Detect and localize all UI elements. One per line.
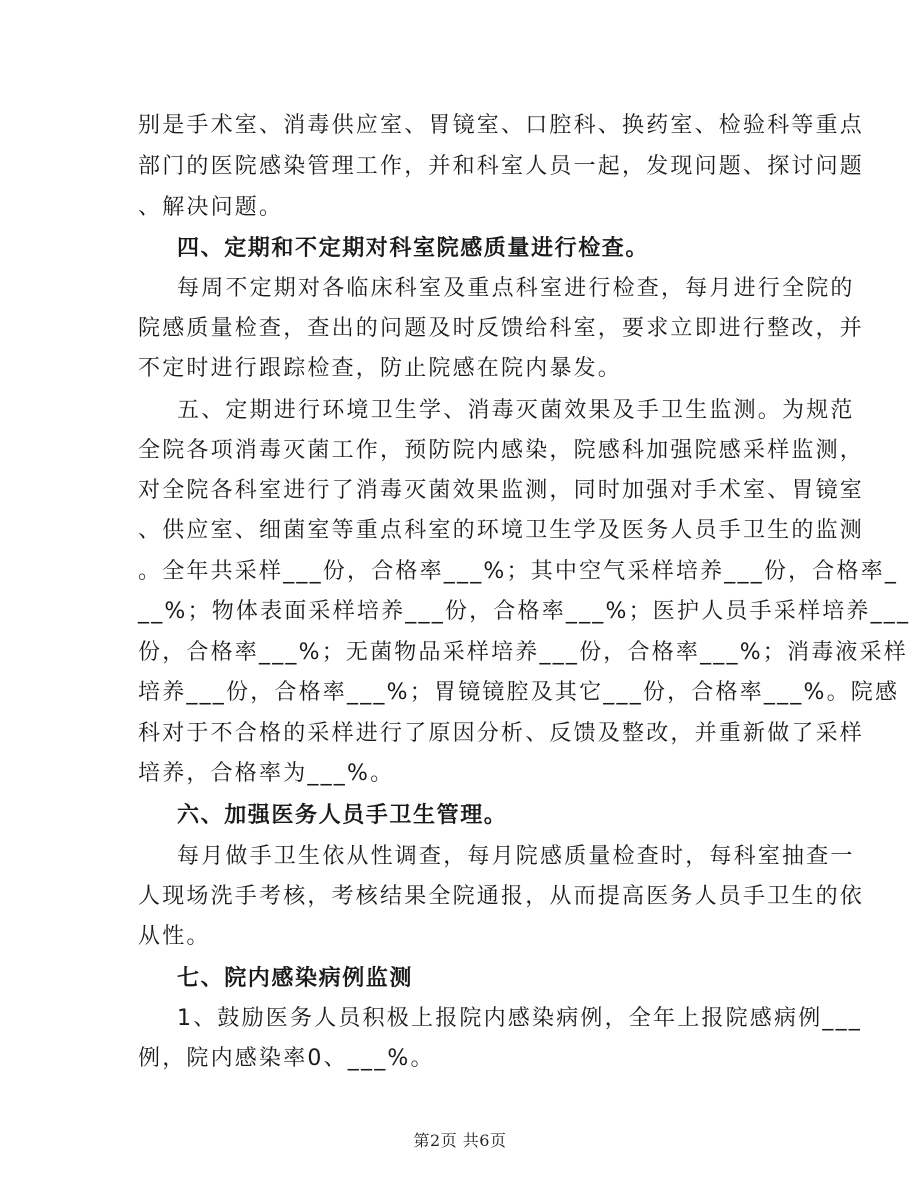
body-line: __%；物体表面采样培养___份，合格率___%；医护人员手采样培养___ [138, 599, 911, 624]
body-line: 例，院内感染率0、___%。 [138, 1046, 435, 1071]
body-line: 、供应室、细菌室等重点科室的环境卫生学及医务人员手卫生的监测 [138, 518, 865, 543]
body-line: 部门的医院感染管理工作，并和科室人员一起，发现问题、探讨问题 [138, 154, 865, 179]
body-line: 院感质量检查，查出的问题及时反馈给科室，要求立即进行整改，并 [138, 316, 865, 341]
page-number-footer: 第2页 共6页 [413, 1131, 507, 1150]
body-line: 每周不定期对各临床科室及重点科室进行检查，每月进行全院的 [177, 276, 855, 301]
section-heading-4: 四、定期和不定期对科室院感质量进行检查。 [177, 236, 650, 261]
body-line: 。全年共采样___份，合格率___%；其中空气采样培养___份，合格率_ [138, 559, 899, 584]
body-line: 每月做手卫生依从性调查，每月院感质量检查时，每科室抽查一 [177, 844, 855, 869]
body-line: 科对于不合格的采样进行了原因分析、反馈及整改，并重新做了采样 [138, 721, 865, 746]
body-line: 对全院各科室进行了消毒灭菌效果监测，同时加强对手术室、胃镜室 [138, 478, 865, 503]
section-paragraph-5: 五、定期进行环境卫生学、消毒灭菌效果及手卫生监测。为规范 [177, 398, 855, 423]
body-line: 份，合格率___%；无菌物品采样培养___份，合格率___%；消毒液采样 [138, 640, 909, 665]
body-line: 培养，合格率为___%。 [138, 761, 395, 786]
body-line: 1、鼓励医务人员积极上报院内感染病例，全年上报院感病例___ [177, 1006, 862, 1031]
body-line: 不定时进行跟踪检查，防止院感在院内暴发。 [138, 356, 623, 381]
body-line: 从性。 [138, 924, 211, 949]
body-line: 、解决问题。 [138, 195, 284, 220]
section-heading-6: 六、加强医务人员手卫生管理。 [177, 803, 508, 828]
body-line: 别是手术室、消毒供应室、胃镜室、口腔科、换药室、检验科等重点 [138, 113, 865, 138]
section-heading-7: 七、院内感染病例监测 [177, 966, 414, 991]
body-line: 全院各项消毒灭菌工作，预防院内感染，院感科加强院感采样监测， [138, 438, 865, 463]
body-line: 人现场洗手考核，考核结果全院通报，从而提高医务人员手卫生的依 [138, 884, 865, 909]
body-line: 培养___份，合格率___%；胃镜镜腔及其它___份，合格率___%。院感 [138, 680, 900, 705]
